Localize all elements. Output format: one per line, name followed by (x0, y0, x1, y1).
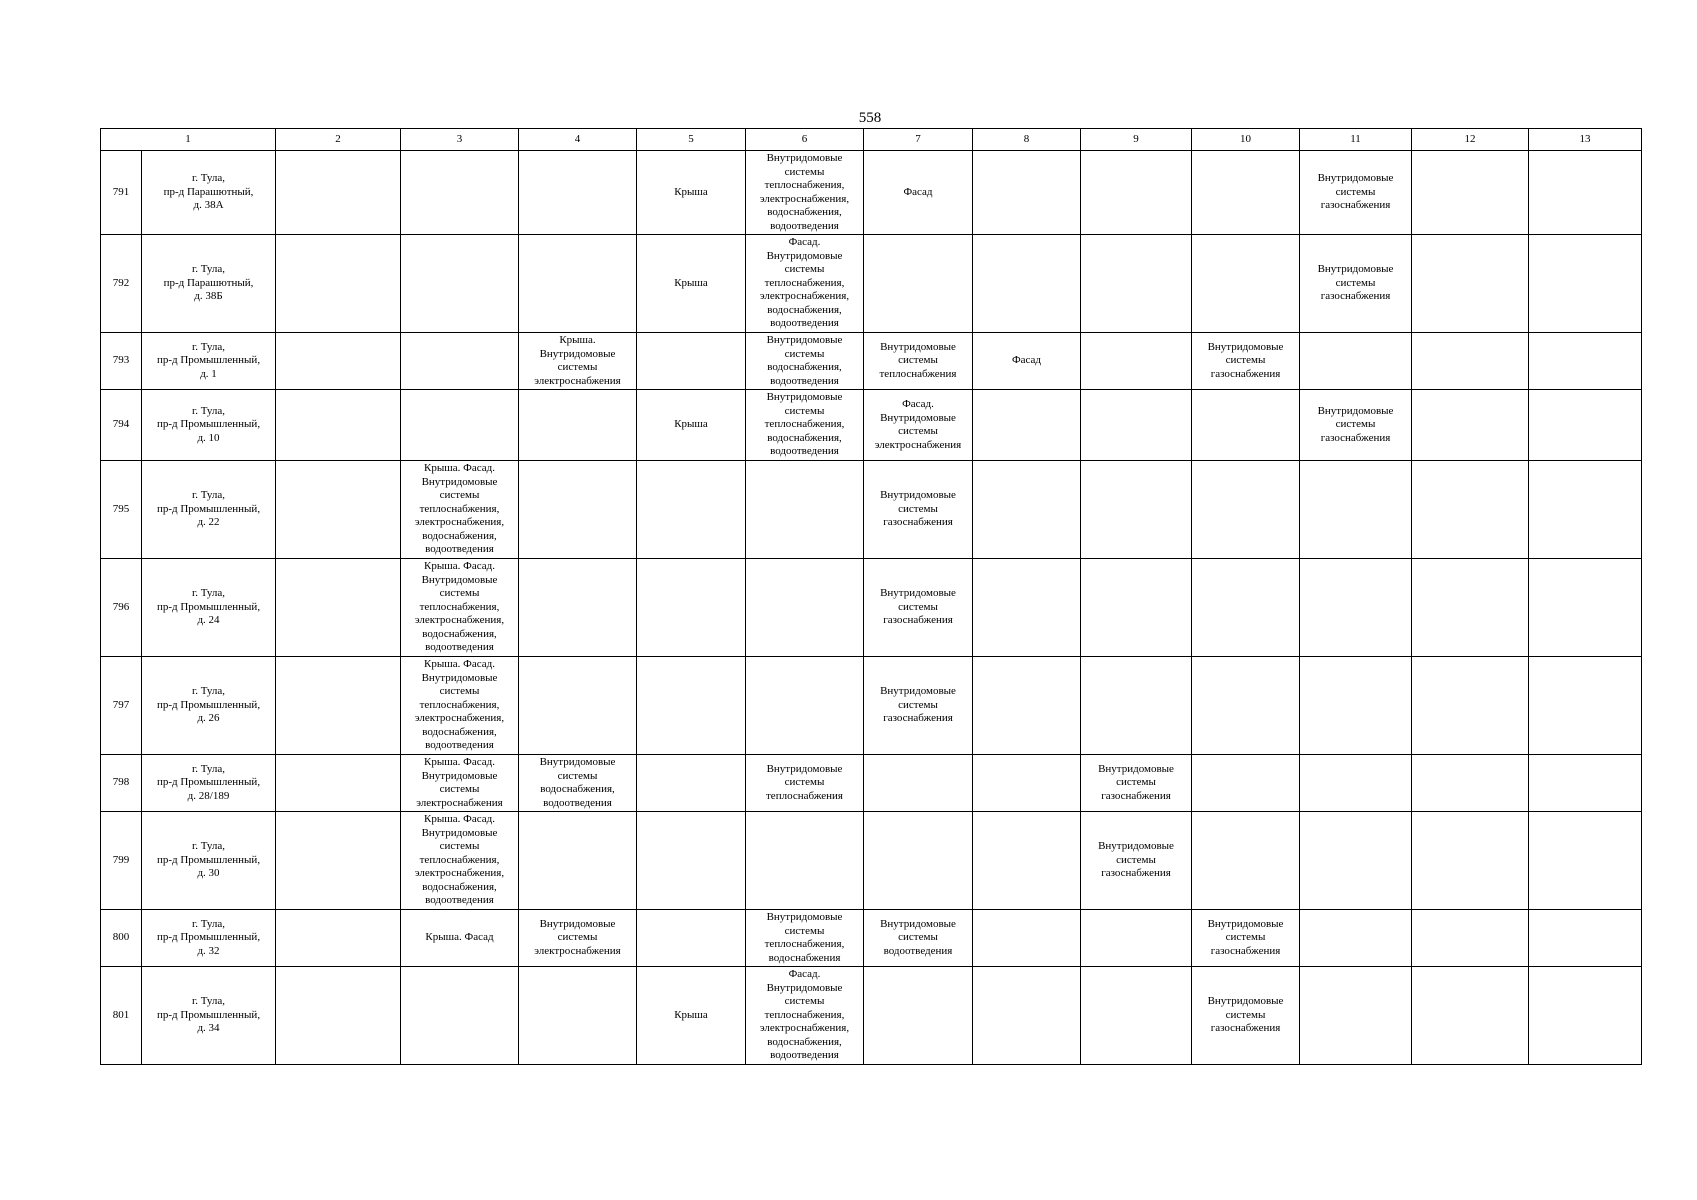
data-cell (637, 333, 746, 390)
data-cell: Крыша (637, 967, 746, 1065)
data-cell: Фасад (973, 333, 1081, 390)
table-row (101, 910, 1642, 967)
data-cell (637, 910, 746, 967)
row-number-cell: 801 (101, 967, 142, 1065)
data-cell (1529, 967, 1642, 1065)
table-row (101, 559, 1642, 657)
data-cell (1412, 967, 1529, 1065)
data-cell (1300, 657, 1412, 755)
data-cell: Внутридомовые системы теплоснабжения (864, 333, 973, 390)
column-header: 11 (1300, 129, 1412, 151)
table-row (101, 151, 1642, 235)
data-cell (637, 812, 746, 910)
data-cell (276, 390, 401, 461)
data-cell (276, 910, 401, 967)
address-cell: г. Тула, пр-д Промышленный, д. 30 (142, 812, 276, 910)
data-cell (864, 235, 973, 333)
data-cell (519, 235, 637, 333)
column-header: 7 (864, 129, 973, 151)
data-cell: Внутридомовые системы газоснабжения (864, 657, 973, 755)
data-cell (1529, 812, 1642, 910)
data-cell (276, 151, 401, 235)
data-cell (1192, 812, 1300, 910)
data-cell (1529, 461, 1642, 559)
table-body (101, 129, 1642, 1065)
table-row (101, 812, 1642, 910)
data-cell (1192, 390, 1300, 461)
data-cell (973, 755, 1081, 812)
data-cell: Внутридомовые системы газоснабжения (1300, 151, 1412, 235)
data-cell (1192, 235, 1300, 333)
data-cell: Внутридомовые системы теплоснабжения, водоснабжения, водоотведения (746, 390, 864, 461)
data-cell (1192, 461, 1300, 559)
data-cell: Внутридомовые системы газоснабжения (1300, 390, 1412, 461)
data-cell (973, 910, 1081, 967)
row-number-cell: 791 (101, 151, 142, 235)
data-cell: Внутридомовые системы газоснабжения (1081, 812, 1192, 910)
column-header: 4 (519, 129, 637, 151)
data-cell (519, 657, 637, 755)
data-cell (519, 559, 637, 657)
data-cell (1529, 657, 1642, 755)
page-number: 558 (858, 110, 882, 126)
data-cell (519, 812, 637, 910)
column-header: 13 (1529, 129, 1642, 151)
data-cell (276, 967, 401, 1065)
data-cell: Крыша. Фасад. Внутридомовые системы электроснабжения (401, 755, 519, 812)
data-cell (746, 559, 864, 657)
data-cell (519, 967, 637, 1065)
data-cell: Фасад. Внутридомовые системы теплоснабжения, электроснабжения, водоснабжения, водоотведения (746, 235, 864, 333)
data-cell (1300, 910, 1412, 967)
data-cell (1081, 559, 1192, 657)
row-number-cell: 794 (101, 390, 142, 461)
data-cell: Внутридомовые системы теплоснабжения (746, 755, 864, 812)
data-cell (1081, 461, 1192, 559)
data-cell: Внутридомовые системы водоснабжения, водоотведения (519, 755, 637, 812)
data-cell (1300, 333, 1412, 390)
data-cell (973, 967, 1081, 1065)
data-cell (973, 151, 1081, 235)
table-row (101, 755, 1642, 812)
column-header: 10 (1192, 129, 1300, 151)
data-cell: Крыша. Фасад. Внутридомовые системы теплоснабжения, электроснабжения, водоснабжения, водоотведения (401, 461, 519, 559)
address-cell: г. Тула, пр-д Промышленный, д. 22 (142, 461, 276, 559)
address-cell: г. Тула, пр-д Промышленный, д. 1 (142, 333, 276, 390)
data-cell: Внутридомовые системы газоснабжения (1081, 755, 1192, 812)
data-cell (1412, 755, 1529, 812)
column-header: 12 (1412, 129, 1529, 151)
data-cell (1412, 151, 1529, 235)
data-cell: Внутридомовые системы газоснабжения (1192, 910, 1300, 967)
row-number-cell: 800 (101, 910, 142, 967)
data-cell (1529, 333, 1642, 390)
data-cell: Крыша. Фасад (401, 910, 519, 967)
data-cell (864, 755, 973, 812)
data-cell (519, 461, 637, 559)
data-cell (973, 559, 1081, 657)
row-number-cell: 798 (101, 755, 142, 812)
address-cell: г. Тула, пр-д Парашютный, д. 38Б (142, 235, 276, 333)
data-cell: Крыша (637, 390, 746, 461)
data-cell (637, 461, 746, 559)
table-row (101, 657, 1642, 755)
table-row (101, 235, 1642, 333)
data-cell (864, 967, 973, 1065)
data-cell (864, 812, 973, 910)
data-cell (276, 755, 401, 812)
data-cell: Фасад. Внутридомовые системы электроснабжения (864, 390, 973, 461)
data-cell: Внутридомовые системы водоотведения (864, 910, 973, 967)
data-cell (973, 235, 1081, 333)
data-cell: Фасад (864, 151, 973, 235)
data-cell (1192, 151, 1300, 235)
row-number-cell: 792 (101, 235, 142, 333)
data-cell (276, 333, 401, 390)
address-cell: г. Тула, пр-д Промышленный, д. 24 (142, 559, 276, 657)
data-cell (746, 812, 864, 910)
data-cell (637, 657, 746, 755)
data-cell (973, 657, 1081, 755)
data-cell (1529, 151, 1642, 235)
data-cell (746, 657, 864, 755)
data-cell (1081, 390, 1192, 461)
repair-schedule-table (100, 128, 1642, 1065)
data-cell: Внутридомовые системы водоснабжения, водоотведения (746, 333, 864, 390)
data-cell: Внутридомовые системы теплоснабжения, водоснабжения (746, 910, 864, 967)
data-cell (1300, 967, 1412, 1065)
data-cell: Внутридомовые системы газоснабжения (864, 461, 973, 559)
data-cell (1412, 333, 1529, 390)
data-cell (1412, 657, 1529, 755)
data-cell (276, 657, 401, 755)
data-cell (1529, 755, 1642, 812)
address-cell: г. Тула, пр-д Парашютный, д. 38А (142, 151, 276, 235)
row-number-cell: 793 (101, 333, 142, 390)
header-row (101, 129, 1642, 151)
row-number-cell: 796 (101, 559, 142, 657)
data-cell (637, 755, 746, 812)
data-cell: Внутридомовые системы газоснабжения (1300, 235, 1412, 333)
data-cell (973, 390, 1081, 461)
data-cell: Крыша. Внутридомовые системы электроснабжения (519, 333, 637, 390)
data-cell: Крыша. Фасад. Внутридомовые системы теплоснабжения, электроснабжения, водоснабжения, водоотведения (401, 657, 519, 755)
data-cell (1300, 755, 1412, 812)
data-cell (1081, 910, 1192, 967)
data-cell (1192, 559, 1300, 657)
data-cell (1192, 657, 1300, 755)
row-number-cell: 799 (101, 812, 142, 910)
address-cell: г. Тула, пр-д Промышленный, д. 26 (142, 657, 276, 755)
row-number-cell: 797 (101, 657, 142, 755)
data-cell (1412, 390, 1529, 461)
data-cell: Внутридомовые системы газоснабжения (864, 559, 973, 657)
row-number-cell: 795 (101, 461, 142, 559)
column-header: 9 (1081, 129, 1192, 151)
data-cell (1412, 812, 1529, 910)
data-cell (1412, 559, 1529, 657)
table-row (101, 461, 1642, 559)
data-cell (401, 235, 519, 333)
data-cell: Внутридомовые системы газоснабжения (1192, 967, 1300, 1065)
data-cell (1081, 967, 1192, 1065)
data-cell (1529, 559, 1642, 657)
data-cell (1192, 755, 1300, 812)
table-row (101, 390, 1642, 461)
data-cell (401, 333, 519, 390)
data-cell (1529, 910, 1642, 967)
column-header: 3 (401, 129, 519, 151)
data-cell (973, 461, 1081, 559)
data-cell (1529, 390, 1642, 461)
data-cell: Внутридомовые системы теплоснабжения, электроснабжения, водоснабжения, водоотведения (746, 151, 864, 235)
data-cell: Крыша (637, 151, 746, 235)
column-header: 1 (101, 129, 276, 151)
data-cell: Крыша (637, 235, 746, 333)
data-cell: Крыша. Фасад. Внутридомовые системы теплоснабжения, электроснабжения, водоснабжения, водоотведения (401, 812, 519, 910)
column-header: 8 (973, 129, 1081, 151)
column-header: 5 (637, 129, 746, 151)
data-cell (1412, 461, 1529, 559)
data-cell (1081, 235, 1192, 333)
data-cell (1412, 235, 1529, 333)
data-cell: Внутридомовые системы газоснабжения (1192, 333, 1300, 390)
data-cell: Фасад. Внутридомовые системы теплоснабжения, электроснабжения, водоснабжения, водоотведения (746, 967, 864, 1065)
data-cell (276, 235, 401, 333)
column-header: 6 (746, 129, 864, 151)
table-row (101, 333, 1642, 390)
data-cell (1081, 151, 1192, 235)
data-cell (1300, 461, 1412, 559)
data-cell (637, 559, 746, 657)
data-cell (519, 151, 637, 235)
data-cell (401, 151, 519, 235)
data-cell (276, 461, 401, 559)
data-cell (276, 812, 401, 910)
address-cell: г. Тула, пр-д Промышленный, д. 32 (142, 910, 276, 967)
data-cell: Внутридомовые системы электроснабжения (519, 910, 637, 967)
data-cell (401, 390, 519, 461)
table-row (101, 967, 1642, 1065)
data-cell (1300, 812, 1412, 910)
address-cell: г. Тула, пр-д Промышленный, д. 34 (142, 967, 276, 1065)
data-cell (1081, 333, 1192, 390)
data-cell (1300, 559, 1412, 657)
data-cell (973, 812, 1081, 910)
data-cell: Крыша. Фасад. Внутридомовые системы теплоснабжения, электроснабжения, водоснабжения, водоотведения (401, 559, 519, 657)
data-cell (1081, 657, 1192, 755)
address-cell: г. Тула, пр-д Промышленный, д. 28/189 (142, 755, 276, 812)
data-cell (276, 559, 401, 657)
address-cell: г. Тула, пр-д Промышленный, д. 10 (142, 390, 276, 461)
data-cell (519, 390, 637, 461)
data-cell (1412, 910, 1529, 967)
column-header: 2 (276, 129, 401, 151)
data-cell (746, 461, 864, 559)
data-cell (1529, 235, 1642, 333)
data-cell (401, 967, 519, 1065)
